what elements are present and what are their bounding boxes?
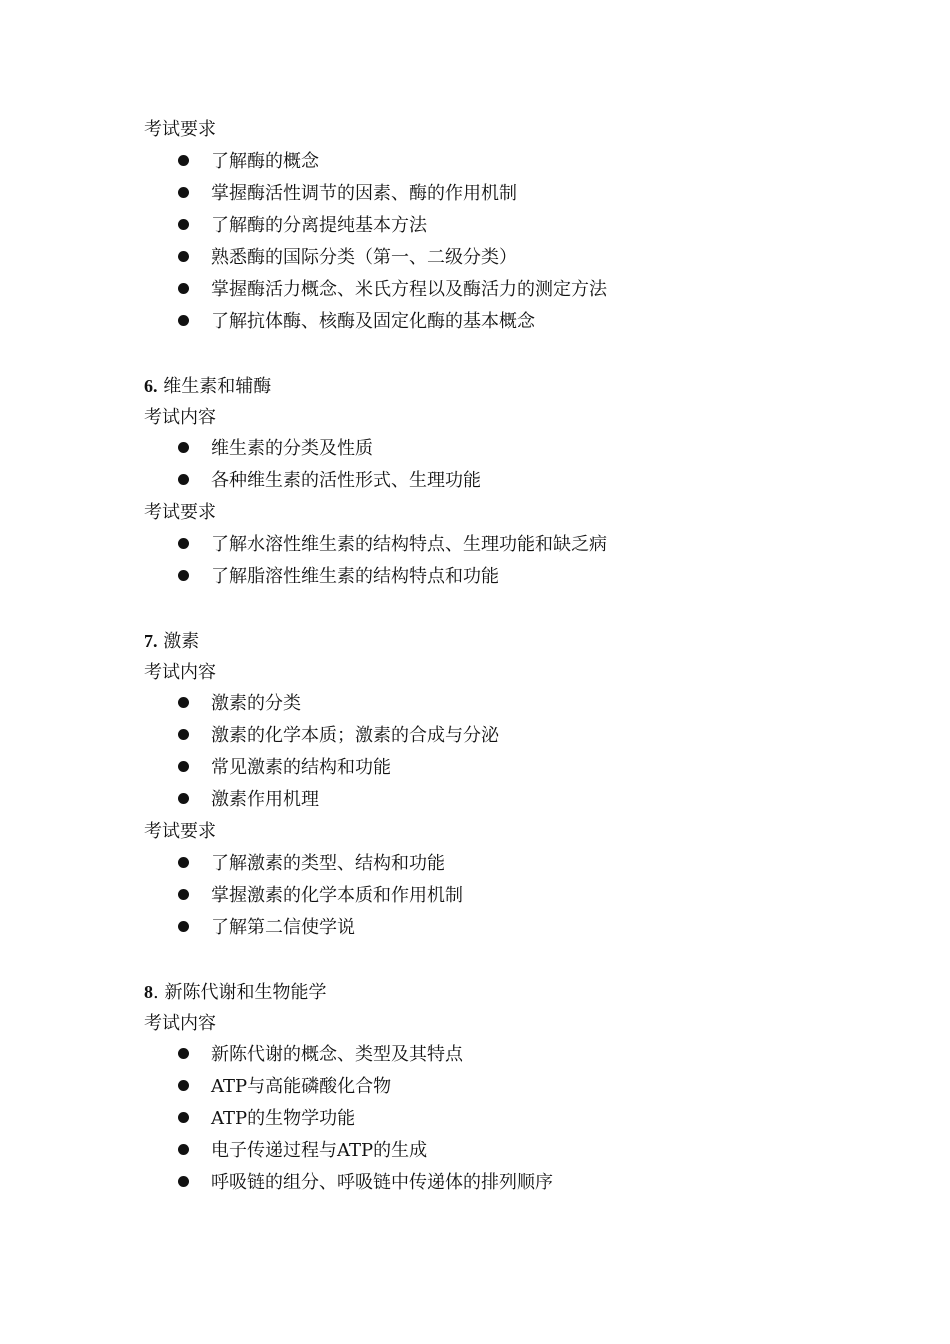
list-item: 各种维生素的活性形式、生理功能 [178,469,481,493]
bullet-icon [178,155,189,166]
bullet-icon [178,729,189,740]
list-item: 常见激素的结构和功能 [178,756,391,780]
section-heading: 6. 维生素和辅酶 [144,376,272,397]
bullet-icon [178,1080,189,1091]
bullet-icon [178,474,189,485]
exam-content-label: 考试内容 [144,1013,216,1034]
exam-requirements-label: 考试要求 [144,119,216,140]
bullet-icon [178,793,189,804]
list-item: 了解脂溶性维生素的结构特点和功能 [178,565,499,589]
section-heading: 7. 激素 [144,631,200,652]
bullet-icon [178,219,189,230]
list-item: 掌握激素的化学本质和作用机制 [178,884,463,908]
bullet-icon [178,761,189,772]
bullet-icon [178,283,189,294]
list-item: 了解水溶性维生素的结构特点、生理功能和缺乏病 [178,533,607,557]
list-item: 了解酶的分离提纯基本方法 [178,214,427,238]
bullet-icon [178,315,189,326]
bullet-icon [178,1176,189,1187]
list-item: 呼吸链的组分、呼吸链中传递体的排列顺序 [178,1171,553,1195]
bullet-icon [178,442,189,453]
bullet-icon [178,1048,189,1059]
bullet-icon [178,1112,189,1123]
list-item: 了解激素的类型、结构和功能 [178,852,445,876]
bullet-icon [178,857,189,868]
list-item: ATP与高能磷酸化合物 [178,1075,391,1099]
bullet-icon [178,251,189,262]
exam-requirements-label: 考试要求 [144,821,216,842]
exam-content-label: 考试内容 [144,662,216,683]
exam-content-label: 考试内容 [144,407,216,428]
bullet-icon [178,1144,189,1155]
list-item: 激素作用机理 [178,788,319,812]
list-item: 激素的分类 [178,692,301,716]
list-item: 了解酶的概念 [178,150,319,174]
list-item: 电子传递过程与ATP的生成 [178,1139,427,1163]
bullet-icon [178,921,189,932]
bullet-icon [178,889,189,900]
list-item: 熟悉酶的国际分类（第一、二级分类） [178,246,517,270]
exam-requirements-label: 考试要求 [144,502,216,523]
list-item: 了解第二信使学说 [178,916,355,940]
bullet-icon [178,538,189,549]
list-item: 激素的化学本质；激素的合成与分泌 [178,724,499,748]
list-item: 维生素的分类及性质 [178,437,373,461]
section-heading: 8. 新陈代谢和生物能学 [144,982,327,1003]
list-item: 掌握酶活性调节的因素、酶的作用机制 [178,182,517,206]
bullet-icon [178,697,189,708]
bullet-icon [178,570,189,581]
list-item: 了解抗体酶、核酶及固定化酶的基本概念 [178,310,535,334]
list-item: 掌握酶活力概念、米氏方程以及酶活力的测定方法 [178,278,607,302]
list-item: 新陈代谢的概念、类型及其特点 [178,1043,463,1067]
bullet-icon [178,187,189,198]
list-item: ATP的生物学功能 [178,1107,355,1131]
